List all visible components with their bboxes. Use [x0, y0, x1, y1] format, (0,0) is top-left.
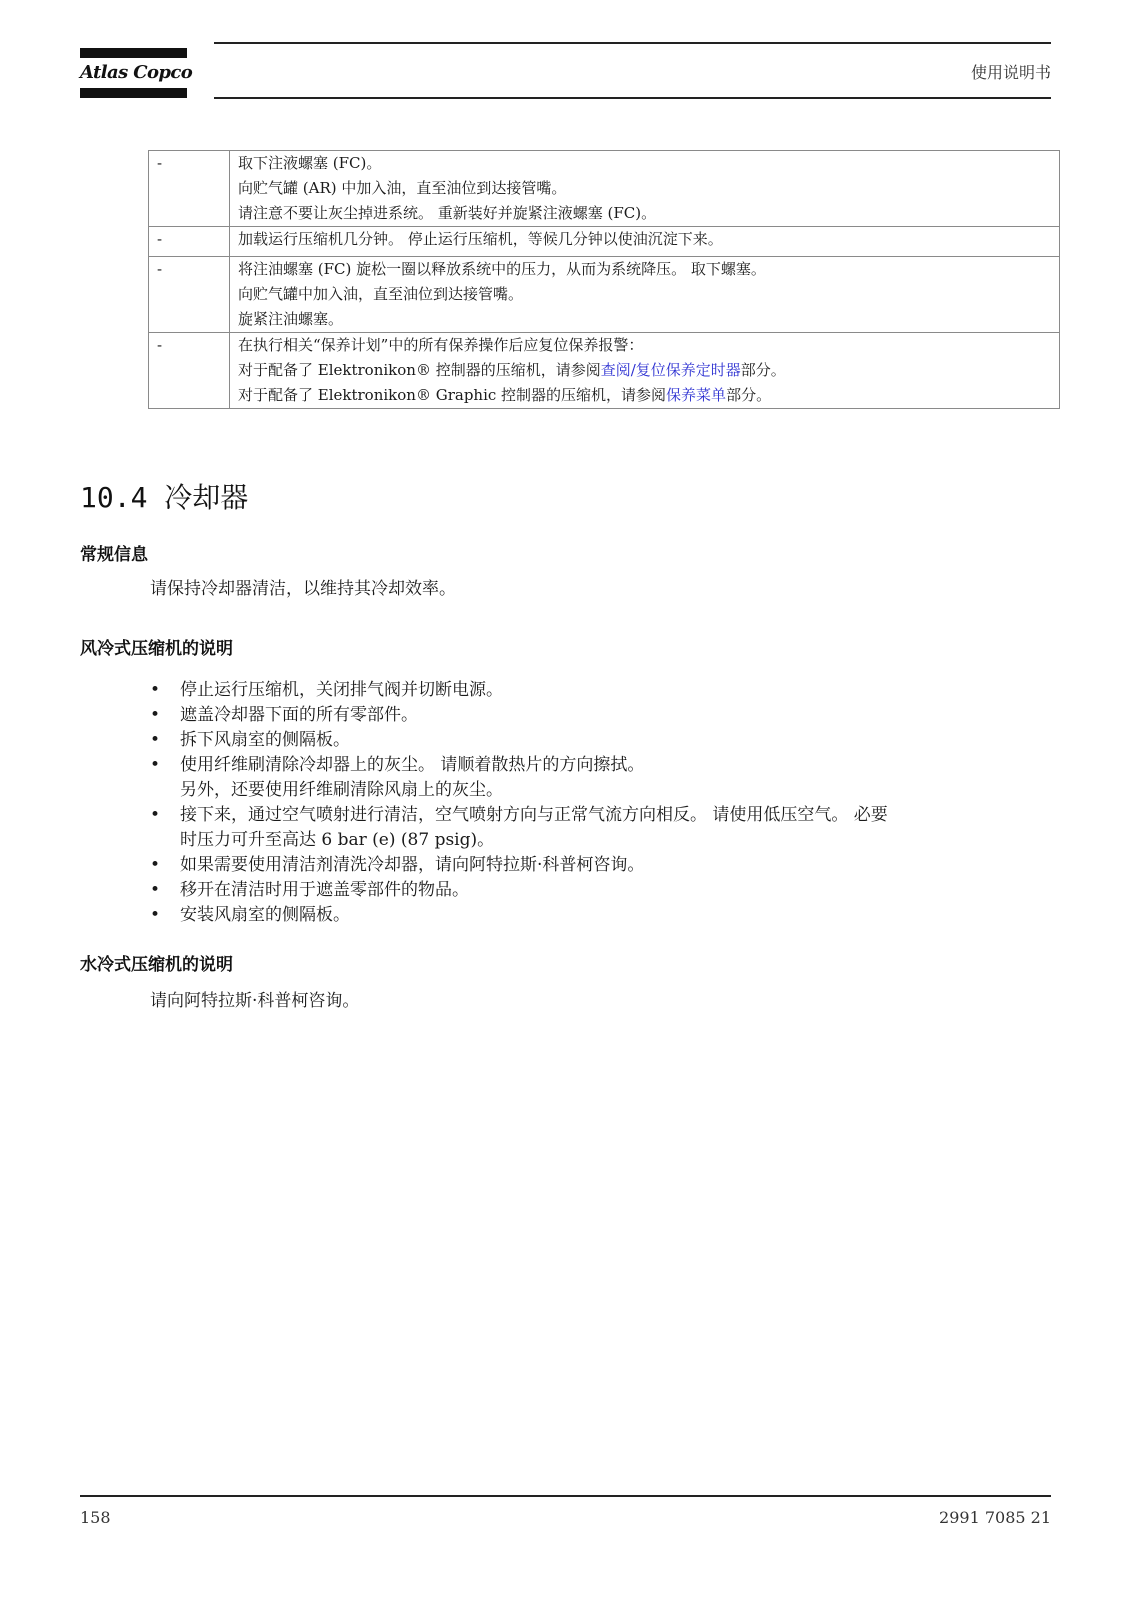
list-item	[150, 753, 1050, 803]
bullet-icon: •	[150, 905, 161, 925]
list-item	[150, 803, 1050, 853]
logo-wordmark: Atlas Copco	[80, 62, 193, 83]
air-cooled-instructions	[150, 678, 1050, 928]
header-rule-top	[214, 42, 1051, 44]
list-item-text: 停止运行压缩机，关闭排气阀并切断电源。	[180, 680, 503, 700]
step-marker: -	[149, 227, 230, 257]
section-name: 冷却器	[164, 481, 249, 514]
bullet-icon: •	[150, 855, 161, 875]
step-line: 向贮气罐 (AR) 中加入油，直至油位到达接管嘴。	[238, 179, 567, 197]
bullet-icon: •	[150, 730, 161, 750]
table-row	[149, 333, 1060, 409]
step-marker: -	[149, 257, 230, 333]
air-cooled-heading: 风冷式压缩机的说明	[80, 639, 233, 659]
step-text-segment: 部分。	[726, 386, 772, 404]
atlas-copco-logo	[80, 48, 193, 98]
document-number: 2991 7085 21	[939, 1508, 1051, 1527]
table-row	[149, 257, 1060, 333]
step-text-segment: 对于配备了 Elektronikon® Graphic 控制器的压缩机，请参阅	[238, 386, 667, 404]
document-type: 使用说明书	[970, 63, 1051, 82]
list-item	[150, 728, 1050, 753]
step-line: 向贮气罐中加入油，直至油位到达接管嘴。	[238, 285, 524, 303]
list-item	[150, 703, 1050, 728]
step-marker: -	[149, 151, 230, 227]
view-reset-service-timer-link[interactable]: 查阅/复位保养定时器	[600, 361, 741, 379]
list-item-text: 移开在清洁时用于遮盖零部件的物品。	[180, 880, 469, 900]
bullet-icon: •	[150, 680, 161, 700]
list-item-text: 安装风扇室的侧隔板。	[180, 905, 350, 925]
list-item-text: 遮盖冷却器下面的所有零部件。	[180, 705, 418, 725]
section-title	[80, 476, 248, 516]
step-text	[230, 227, 1060, 257]
table-row	[149, 151, 1060, 227]
page-number: 158	[80, 1508, 111, 1527]
section-number: 10.4	[80, 481, 148, 514]
bullet-icon: •	[150, 805, 161, 825]
step-text-segment: 对于配备了 Elektronikon® 控制器的压缩机，请参阅	[238, 361, 601, 379]
step-marker: -	[149, 333, 230, 409]
list-item-text: 使用纤维刷清除冷却器上的灰尘。 请顺着散热片的方向擦拭。	[180, 755, 645, 775]
step-line: 请注意不要让灰尘掉进系统。 重新装好并旋紧注液螺塞 (FC)。	[238, 204, 657, 222]
logo-bottom-bar	[80, 88, 187, 98]
step-text	[230, 333, 1060, 409]
water-cooled-heading: 水冷式压缩机的说明	[80, 955, 233, 975]
step-text-segment: 部分。	[740, 361, 786, 379]
steps-table	[148, 150, 1060, 409]
step-line: 加载运行压缩机几分钟。 停止运行压缩机，等候几分钟以使油沉淀下来。	[238, 230, 723, 248]
step-line: 旋紧注油螺塞。	[238, 310, 344, 328]
list-item-text: 拆下风扇室的侧隔板。	[180, 730, 350, 750]
step-line	[238, 383, 1051, 408]
general-info-heading: 常规信息	[80, 545, 148, 565]
logo-top-bar	[80, 48, 187, 58]
list-item	[150, 678, 1050, 703]
footer-rule	[80, 1495, 1051, 1497]
table-row	[149, 227, 1060, 257]
step-line: 在执行相关“保养计划”中的所有保养操作后应复位保养报警：	[238, 336, 644, 354]
step-line	[238, 358, 1051, 383]
list-item	[150, 853, 1050, 878]
general-info-text: 请保持冷却器清洁，以维持其冷却效率。	[150, 579, 456, 599]
water-cooled-text: 请向阿特拉斯·科普柯咨询。	[150, 991, 360, 1011]
header-rule-bottom	[214, 97, 1051, 99]
list-item-text: 时压力可升至高达 6 bar (e) (87 psig)。	[180, 830, 495, 850]
bullet-icon: •	[150, 880, 161, 900]
list-item	[150, 903, 1050, 928]
step-text	[230, 151, 1060, 227]
bullet-icon: •	[150, 705, 161, 725]
bullet-icon: •	[150, 755, 161, 775]
list-item-text: 如果需要使用清洁剂清洗冷却器，请向阿特拉斯·科普柯咨询。	[180, 855, 645, 875]
list-item-text: 接下来，通过空气喷射进行清洁，空气喷射方向与正常气流方向相反。 请使用低压空气。 必要	[180, 805, 888, 825]
step-line: 将注油螺塞 (FC) 旋松一圈以释放系统中的压力，从而为系统降压。 取下螺塞。	[238, 260, 766, 278]
service-menu-link[interactable]: 保养菜单	[666, 386, 727, 404]
step-line: 取下注液螺塞 (FC)。	[238, 154, 382, 172]
list-item-text: 另外，还要使用纤维刷清除风扇上的灰尘。	[180, 780, 503, 800]
list-item	[150, 878, 1050, 903]
step-text	[230, 257, 1060, 333]
